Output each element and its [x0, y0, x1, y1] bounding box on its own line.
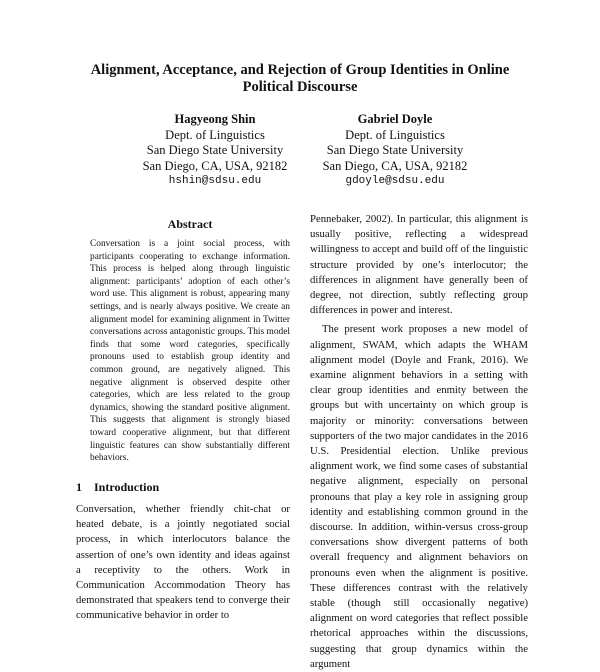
- author-dept: Dept. of Linguistics: [165, 127, 265, 142]
- author-block-2: [295, 112, 495, 190]
- intro-paragraph: The present work proposes a new model of alignment, SWAM, which adapts the WHAM alignment model (Doyle and Frank, 2016). We examine alignment behaviors in a setting with clear group identities and enmity between the groups but with uncertainty on which group is majority or minority: conversations between supporters of the two major candidates in the 2016 U.S. Presidential election. Unlike previous alignment work, we find some cases of substantial negative alignment, especially on personal pronouns that play a key role in assigning group identity and establishing common ground in the discourse. In addition, within-versus cross-group conversations show divergent patterns of both overall frequency and alignment behaviors on pronouns even when the alignment is positive. These differences contrast with the relatively stable (though still occasionally negative) alignment on word categories that reflect possible rhetorical approaches within the discussions, suggesting that group dynamics within the argument: [310, 323, 528, 670]
- abstract-heading: Abstract: [167, 217, 213, 231]
- author-email[interactable]: hshin@sdsu.edu: [168, 175, 262, 187]
- author-block-1: [115, 112, 315, 190]
- intro-right-column: [310, 212, 528, 672]
- title-line-2: Political Discourse: [242, 79, 358, 95]
- author-name: Hagyeong Shin: [174, 112, 256, 126]
- author-university: San Diego State University: [326, 143, 464, 157]
- author-city: San Diego, CA, USA, 92182: [322, 158, 468, 173]
- intro-left-column: [76, 502, 290, 624]
- abstract-text: Conversation is a joint social process, with participants cooperating to exchange information. This process is helped along through linguistic alignment: participants’ adoption of each other’s word use. This alignment is robust, appearing many settings, and is nearly always positive. We create an alignment model for examining alignment in Twitter conversations across antagonistic groups. This model finds that some word categories, specifically pronouns used to establish group identity and common ground, are negatively aligned. This negative alignment is observed despite other categories, which are less related to the group dynamics, showing the standard positive alignment. This suggests that alignment is strongly biased toward cooperative alignment, but that different linguistic features can show substantially different behaviors.: [90, 239, 290, 464]
- section-title: Introduction: [94, 480, 160, 494]
- author-dept: Dept. of Linguistics: [345, 127, 445, 142]
- section-number: 1: [76, 480, 82, 494]
- author-university: San Diego State University: [146, 143, 284, 157]
- intro-paragraph: Conversation, whether friendly chit-chat or heated debate, is a jointly negotiated social process, in which interlocutors balance the assertion of one’s own identity and ideas against a receptivity to the others. Work in Communication Accommodation Theory has demonstrated that speakers tend to converge their communicative behavior in order to: [76, 503, 290, 622]
- title-line-1: Alignment, Acceptance, and Rejection of Group Identities in Online: [90, 62, 510, 78]
- author-email[interactable]: gdoyle@sdsu.edu: [345, 175, 445, 187]
- intro-paragraph: Pennebaker, 2002). In particular, this alignment is usually positive, reflecting a widespread willingness to accept and build off of the linguistic structure provided by one’s interlocutor; the differences in alignment have generally been of degree, not direction, subtly reflecting group differences in power and interest.: [310, 213, 528, 317]
- paper-title: [40, 62, 560, 96]
- author-name: Gabriel Doyle: [357, 112, 433, 126]
- author-city: San Diego, CA, USA, 92182: [142, 158, 288, 173]
- section-heading: [76, 480, 159, 495]
